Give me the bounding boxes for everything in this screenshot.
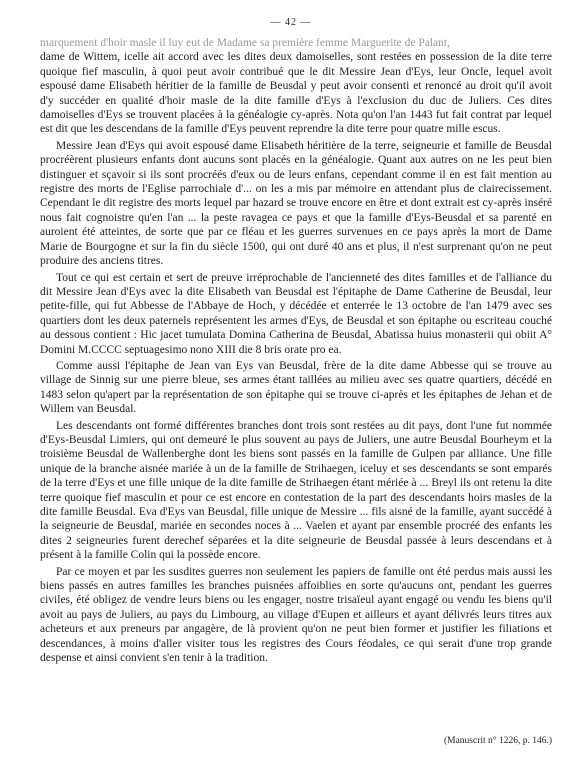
paragraph-2: Messire Jean d'Eys qui avoit espousé dame Elisabeth héritière de la terre, seigneurie et famille de Beusdal procréèrent plusieurs enfants dont aucuns sont placés en la généalogie. Quant aux autres on ne les peut bien distinguer et sçavoir si ils sont procréés d'eux ou de leurs enfans, cependant comme il en est fait mention au registre des morts de l'Eglise parrochiale d'... on les a mis par mémoire en attendant plus de clairecissement. Cependant le dit registre des morts lequel par hazard se trouve encore en être et dont extrait est cy-après inséré nous fait cognoistre qu'en l'an ... la peste ravagea ce pays et que la famille d'Eys-Beusdal et sa parenté en auroient été atteintes, de sorte que par ce fléau et les guerres survenues en ce pays après la mort de Dame Marie de Bourgogne et sur la fin du siècle 1500, qui ont duré 40 ans et plus, il n'est surprenant qu'on ne peut produire des anciens titres. [40, 139, 552, 268]
paragraph-3: Tout ce qui est certain et sert de preuve irréprochable de l'ancienneté des dites familles et de l'alliance du dit Messire Jean d'Eys avec la dite Elisabeth van Beusdal est l'épitaphe de Dame Catherine de Beusdal, leur petite-fille, qui fut Abbesse de l'Abbaye de Hoch, y décédée et enterrée le 13 octobre de l'an 1479 avec ses quartiers dont les deux paternels représentent les armes d'Eys, de Beusdal et son épitaphe ou escriteau couché au dessous contient : Hic jacet tumulata Domina Catherina de Beusdal, Abatissa huius monasterii qui obiit A° Domini M.CCCC septuagesimo nono XIII die 8 bris orate pro ea. [40, 271, 552, 356]
document-body [40, 36, 552, 665]
page-number: — 42 — [270, 17, 312, 28]
paragraph-1: dame de Wittem, icelle ait accord avec les dites deux damoiselles, sont restées en possession de la dite terre quoique fief masculin, à quoi peut avoir contribué que le dit Messire Jean d'Eys, leur Oncle, lequel avoit espousé dame Elisabeth héritier de la famille de Beusdal y peut avoir consenti et renoncé au droit qu'il avoit d'y succéder en qualité d'hoir masle de la dite famille d'Eys à l'exclusion du duc de Juliers. Ces dites damoiselles d'Eys se trouvent placées à la généalogie cy-après. Nota qu'on l'an 1443 fut fait contrat par lequel est dit que les descendans de la famille d'Eys peuvent reprendre la dite terre pour quatre mille escus. [40, 51, 552, 136]
paragraph-5: Les descendants ont formé différentes branches dont trois sont restées au dit pays, dont l'une fut nommée d'Eys-Beusdal Limiers, qui ont demeuré le plus souvent au pays de Juliers, une autre Beusdal Bourheym et la troisième Beusdal de Wallenberghe dont les biens sont passés en la famille de Gulpen par alliance. Une fille unique de la branche aisnée mariée à un de la famille de Strihaegen, iceluy et ses descendants se sont emparés de la terre d'Eys et une fille unique de la dite famille de Strihaegen étant mériée à ... Breyl ils ont retenu la dite terre quoique fief masculin et pour ce est encore en contestation de la part des descendants hoirs masles de la dite famille Beusdal. Eva d'Eys van Beusdal, fille unique de Messire ... fils aisné de la famille, ayant succédé à la seigneurie de Beusdal, mariée en secondes noces à ... Vaelen et ayant par ensemble procréé des enfants les dites 2 seigneuries furent derechef séparées et la dite seigneurie de Beusdal passée à leurs descendans et à présent à la famille Colin qui la possède encore. [40, 419, 552, 562]
source-citation: (Manuscrit n° 1226, p. 146.) [443, 736, 552, 746]
paragraph-4: Comme aussi l'épitaphe de Jean van Eys van Beusdal, frère de la dite dame Abbesse qui se trouve au village de Sinnig sur une pierre bleue, ses armes étant taillées au milieu avec ses quatre quartiers, décédé en 1483 selon qu'apert par la représentation de son épitaphe qui se trouve ci-après et les épitaphes de Jehan et de Willem van Beusdal. [40, 359, 552, 416]
paragraph-6: Par ce moyen et par les susdites guerres non seulement les papiers de famille ont été perdus mais aussi les biens passés en autres familles les branches puisnées affoiblies en sorte qu'aucuns ont, pendant les guerres civiles, été obligez de vendre leurs biens ou les engager, nostre trisaïeul ayant engagé ou vendu les biens qu'il avoit au pays de Juliers, au pays du Limbourg, au village d'Eupen et ailleurs et ayant délivrés leurs titres aux acheteurs et aux preneurs par angagère, de là provient qu'on ne peut bien former et justifier les filiations et descendances, à moins d'aller visiter tous les registres des Cours féodales, ce qui serait d'une trop grande despense et ainsi convient s'en tenir à la tradition. [40, 565, 552, 665]
faded-first-line: marquement d'hoir masle il luy eut de Madame sa première femme Marguerite de Palant, [40, 37, 450, 49]
